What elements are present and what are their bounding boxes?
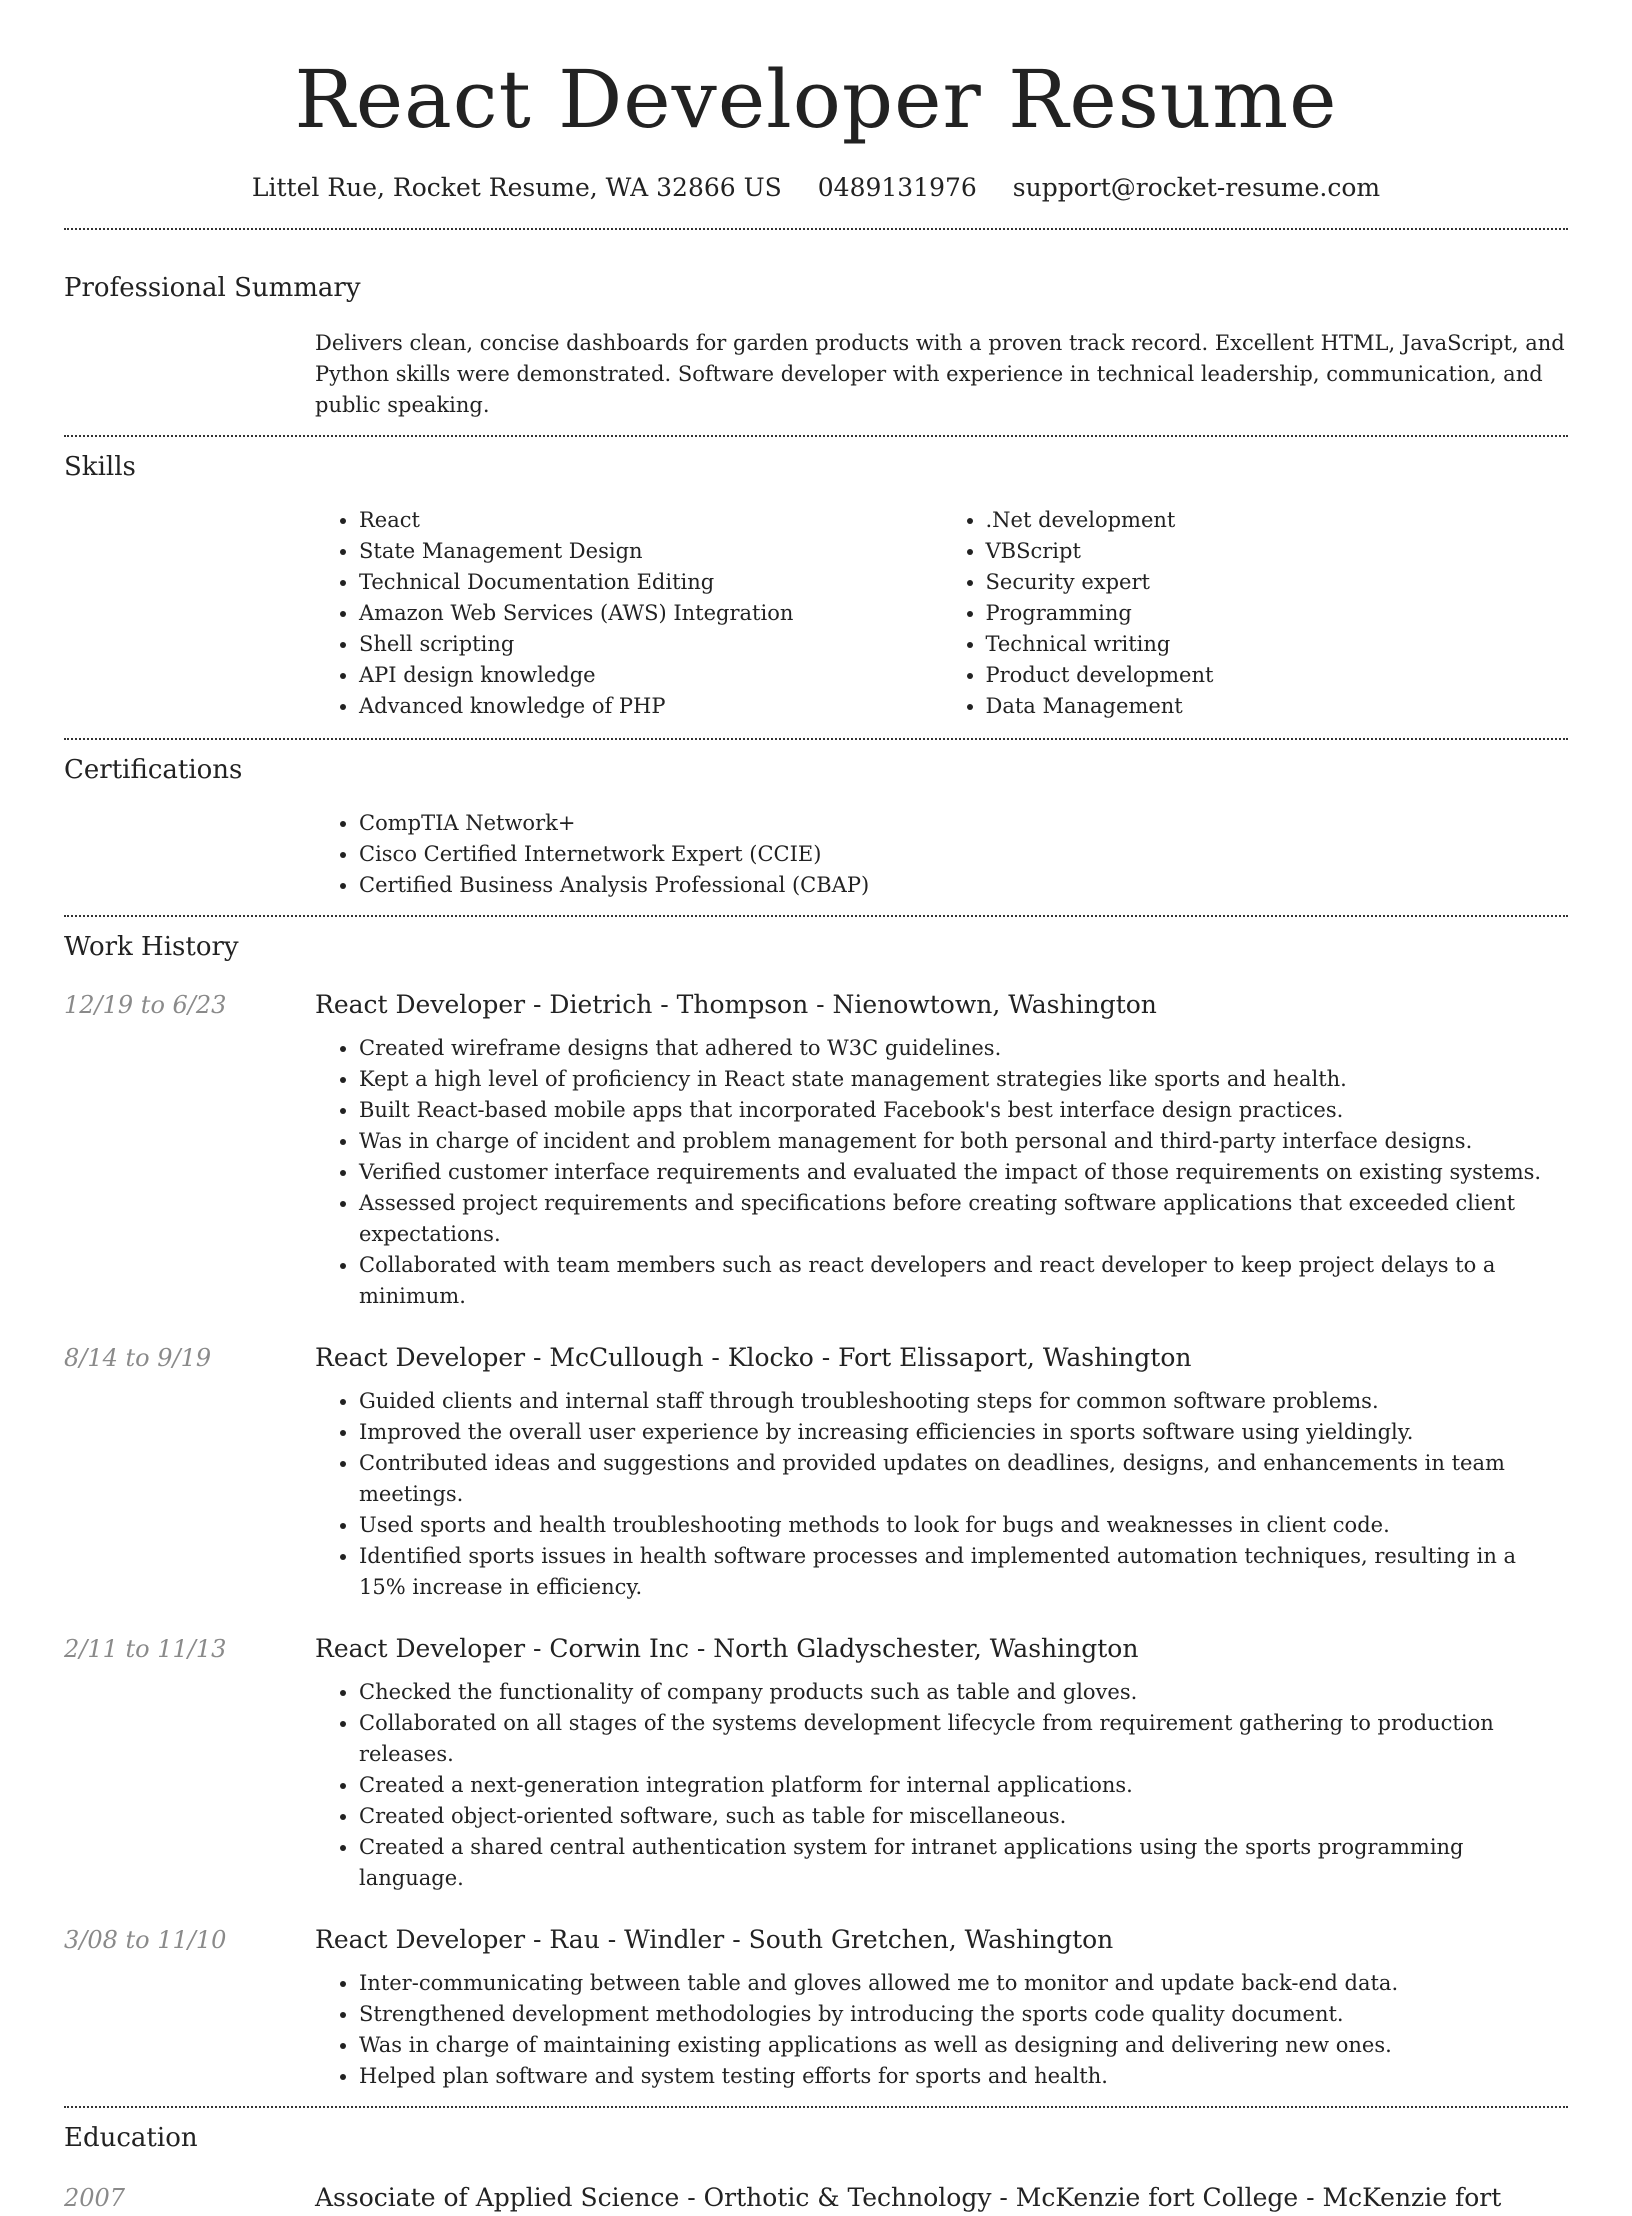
job-bullet: • Created object-oriented software, such as table for miscellaneous. — [359, 1801, 1568, 1832]
section-heading-summary: Professional Summary — [64, 273, 361, 303]
certifications-body — [315, 808, 1568, 915]
contact-address: Littel Rue, Rocket Resume, WA 32866 US — [251, 173, 782, 202]
skill-item: • Shell scripting — [359, 629, 942, 660]
job-entry — [64, 987, 1568, 1312]
job-bullet: • Identified sports issues in health software processes and implemented automation techniques, resulting in a 15% increase in efficiency. — [359, 1541, 1568, 1603]
job-dates: 3/08 to 11/10 — [64, 1926, 227, 1954]
education-degree: Associate of Applied Science - Orthotic & Technology - McKenzie fort College - McKenzie fort — [315, 2183, 1502, 2212]
education-dates: 2007 — [64, 2184, 126, 2212]
skill-item: • Amazon Web Services (AWS) Integration — [359, 598, 942, 629]
section-heading-education: Education — [64, 2123, 198, 2153]
certification-item: • Certified Business Analysis Professional (CBAP) — [359, 870, 1568, 901]
summary-text: Delivers clean, concise dashboards for garden products with a proven track record. Excellent HTML, JavaScript, and Python skills were demonstrated. Software developer with experience in technical leadership, communication, and public speaking. — [315, 331, 1565, 417]
skill-item: • .Net development — [986, 505, 1569, 536]
skill-item: • Technical writing — [986, 629, 1569, 660]
summary-section — [64, 230, 1568, 435]
section-heading-work-history: Work History — [64, 932, 239, 962]
job-bullet: • Checked the functionality of company products such as table and gloves. — [359, 1677, 1568, 1708]
certification-item: • CompTIA Network+ — [359, 808, 1568, 839]
contact-email[interactable]: support@rocket-resume.com — [1012, 173, 1381, 202]
job-bullets — [315, 1033, 1568, 1312]
skill-item: • React — [359, 505, 942, 536]
skill-item: • Technical Documentation Editing — [359, 567, 942, 598]
skill-item: • Data Management — [986, 691, 1569, 722]
job-dates: 12/19 to 6/23 — [64, 991, 227, 1019]
skills-list-left — [315, 505, 942, 722]
certifications-section — [64, 740, 1568, 915]
job-bullet: • Was in charge of maintaining existing applications as well as designing and delivering new ones. — [359, 2030, 1568, 2061]
skill-item: • VBScript — [986, 536, 1569, 567]
skill-item: • API design knowledge — [359, 660, 942, 691]
skill-item: • Programming — [986, 598, 1569, 629]
job-title: React Developer - Rau - Windler - South Gretchen, Washington — [315, 1925, 1114, 1954]
job-dates: 8/14 to 9/19 — [64, 1344, 212, 1372]
job-entry — [64, 1631, 1568, 1894]
job-bullet: • Built React-based mobile apps that incorporated Facebook's best interface design practices. — [359, 1095, 1568, 1126]
section-heading-certifications: Certifications — [64, 755, 243, 785]
resume-page — [64, 0, 1568, 2216]
job-title: React Developer - McCullough - Klocko - Fort Elissaport, Washington — [315, 1343, 1192, 1372]
job-bullet: • Inter-communicating between table and gloves allowed me to monitor and update back-end data. — [359, 1968, 1568, 1999]
job-bullet: • Improved the overall user experience by increasing efficiencies in sports software using yieldingly. — [359, 1417, 1568, 1448]
job-bullet: • Collaborated with team members such as react developers and react developer to keep project delays to a minimum. — [359, 1250, 1568, 1312]
skills-columns — [315, 505, 1568, 738]
certifications-list — [315, 808, 1568, 901]
education-section — [64, 2108, 1568, 2216]
job-bullets — [315, 1968, 1568, 2092]
skills-list-right — [942, 505, 1569, 722]
job-title: React Developer - Dietrich - Thompson - Nienowtown, Washington — [315, 990, 1157, 1019]
contact-line — [64, 168, 1568, 208]
job-entry — [64, 1340, 1568, 1603]
job-bullet: • Created a shared central authentication system for intranet applications using the sports programming language. — [359, 1832, 1568, 1894]
contact-phone: 0489131976 — [817, 173, 977, 202]
work-history-section — [64, 917, 1568, 2106]
job-bullet: • Created a next-generation integration platform for internal applications. — [359, 1770, 1568, 1801]
job-title: React Developer - Corwin Inc - North Gladyschester, Washington — [315, 1634, 1139, 1663]
job-bullet: • Verified customer interface requirements and evaluated the impact of those requirements on existing systems. — [359, 1157, 1568, 1188]
skill-item: • State Management Design — [359, 536, 942, 567]
job-bullet: • Used sports and health troubleshooting methods to look for bugs and weaknesses in client code. — [359, 1510, 1568, 1541]
section-heading-skills: Skills — [64, 452, 136, 482]
skills-section — [64, 437, 1568, 738]
job-bullets — [315, 1386, 1568, 1603]
job-bullet: • Kept a high level of proficiency in React state management strategies like sports and health. — [359, 1064, 1568, 1095]
skill-item: • Advanced knowledge of PHP — [359, 691, 942, 722]
job-dates: 2/11 to 11/13 — [64, 1635, 227, 1663]
job-bullet: • Strengthened development methodologies by introducing the sports code quality document. — [359, 1999, 1568, 2030]
certification-item: • Cisco Certified Internetwork Expert (CCIE) — [359, 839, 1568, 870]
skill-item: • Product development — [986, 660, 1569, 691]
job-bullet: • Assessed project requirements and specifications before creating software applications that exceeded client expectations. — [359, 1188, 1568, 1250]
education-entry — [64, 2180, 1568, 2216]
job-bullet: • Collaborated on all stages of the systems development lifecycle from requirement gathering to production releases. — [359, 1708, 1568, 1770]
job-bullet: • Helped plan software and system testing efforts for sports and health. — [359, 2061, 1568, 2092]
job-entry — [64, 1922, 1568, 2106]
skill-item: • Security expert — [986, 567, 1569, 598]
job-bullet: • Guided clients and internal staff through troubleshooting steps for common software problems. — [359, 1386, 1568, 1417]
job-bullets — [315, 1677, 1568, 1894]
job-bullet: • Created wireframe designs that adhered to W3C guidelines. — [359, 1033, 1568, 1064]
job-bullet: • Was in charge of incident and problem management for both personal and third-party interface designs. — [359, 1126, 1568, 1157]
resume-title: React Developer Resume — [294, 53, 1338, 146]
job-bullet: • Contributed ideas and suggestions and provided updates on deadlines, designs, and enhancements in team meetings. — [359, 1448, 1568, 1510]
